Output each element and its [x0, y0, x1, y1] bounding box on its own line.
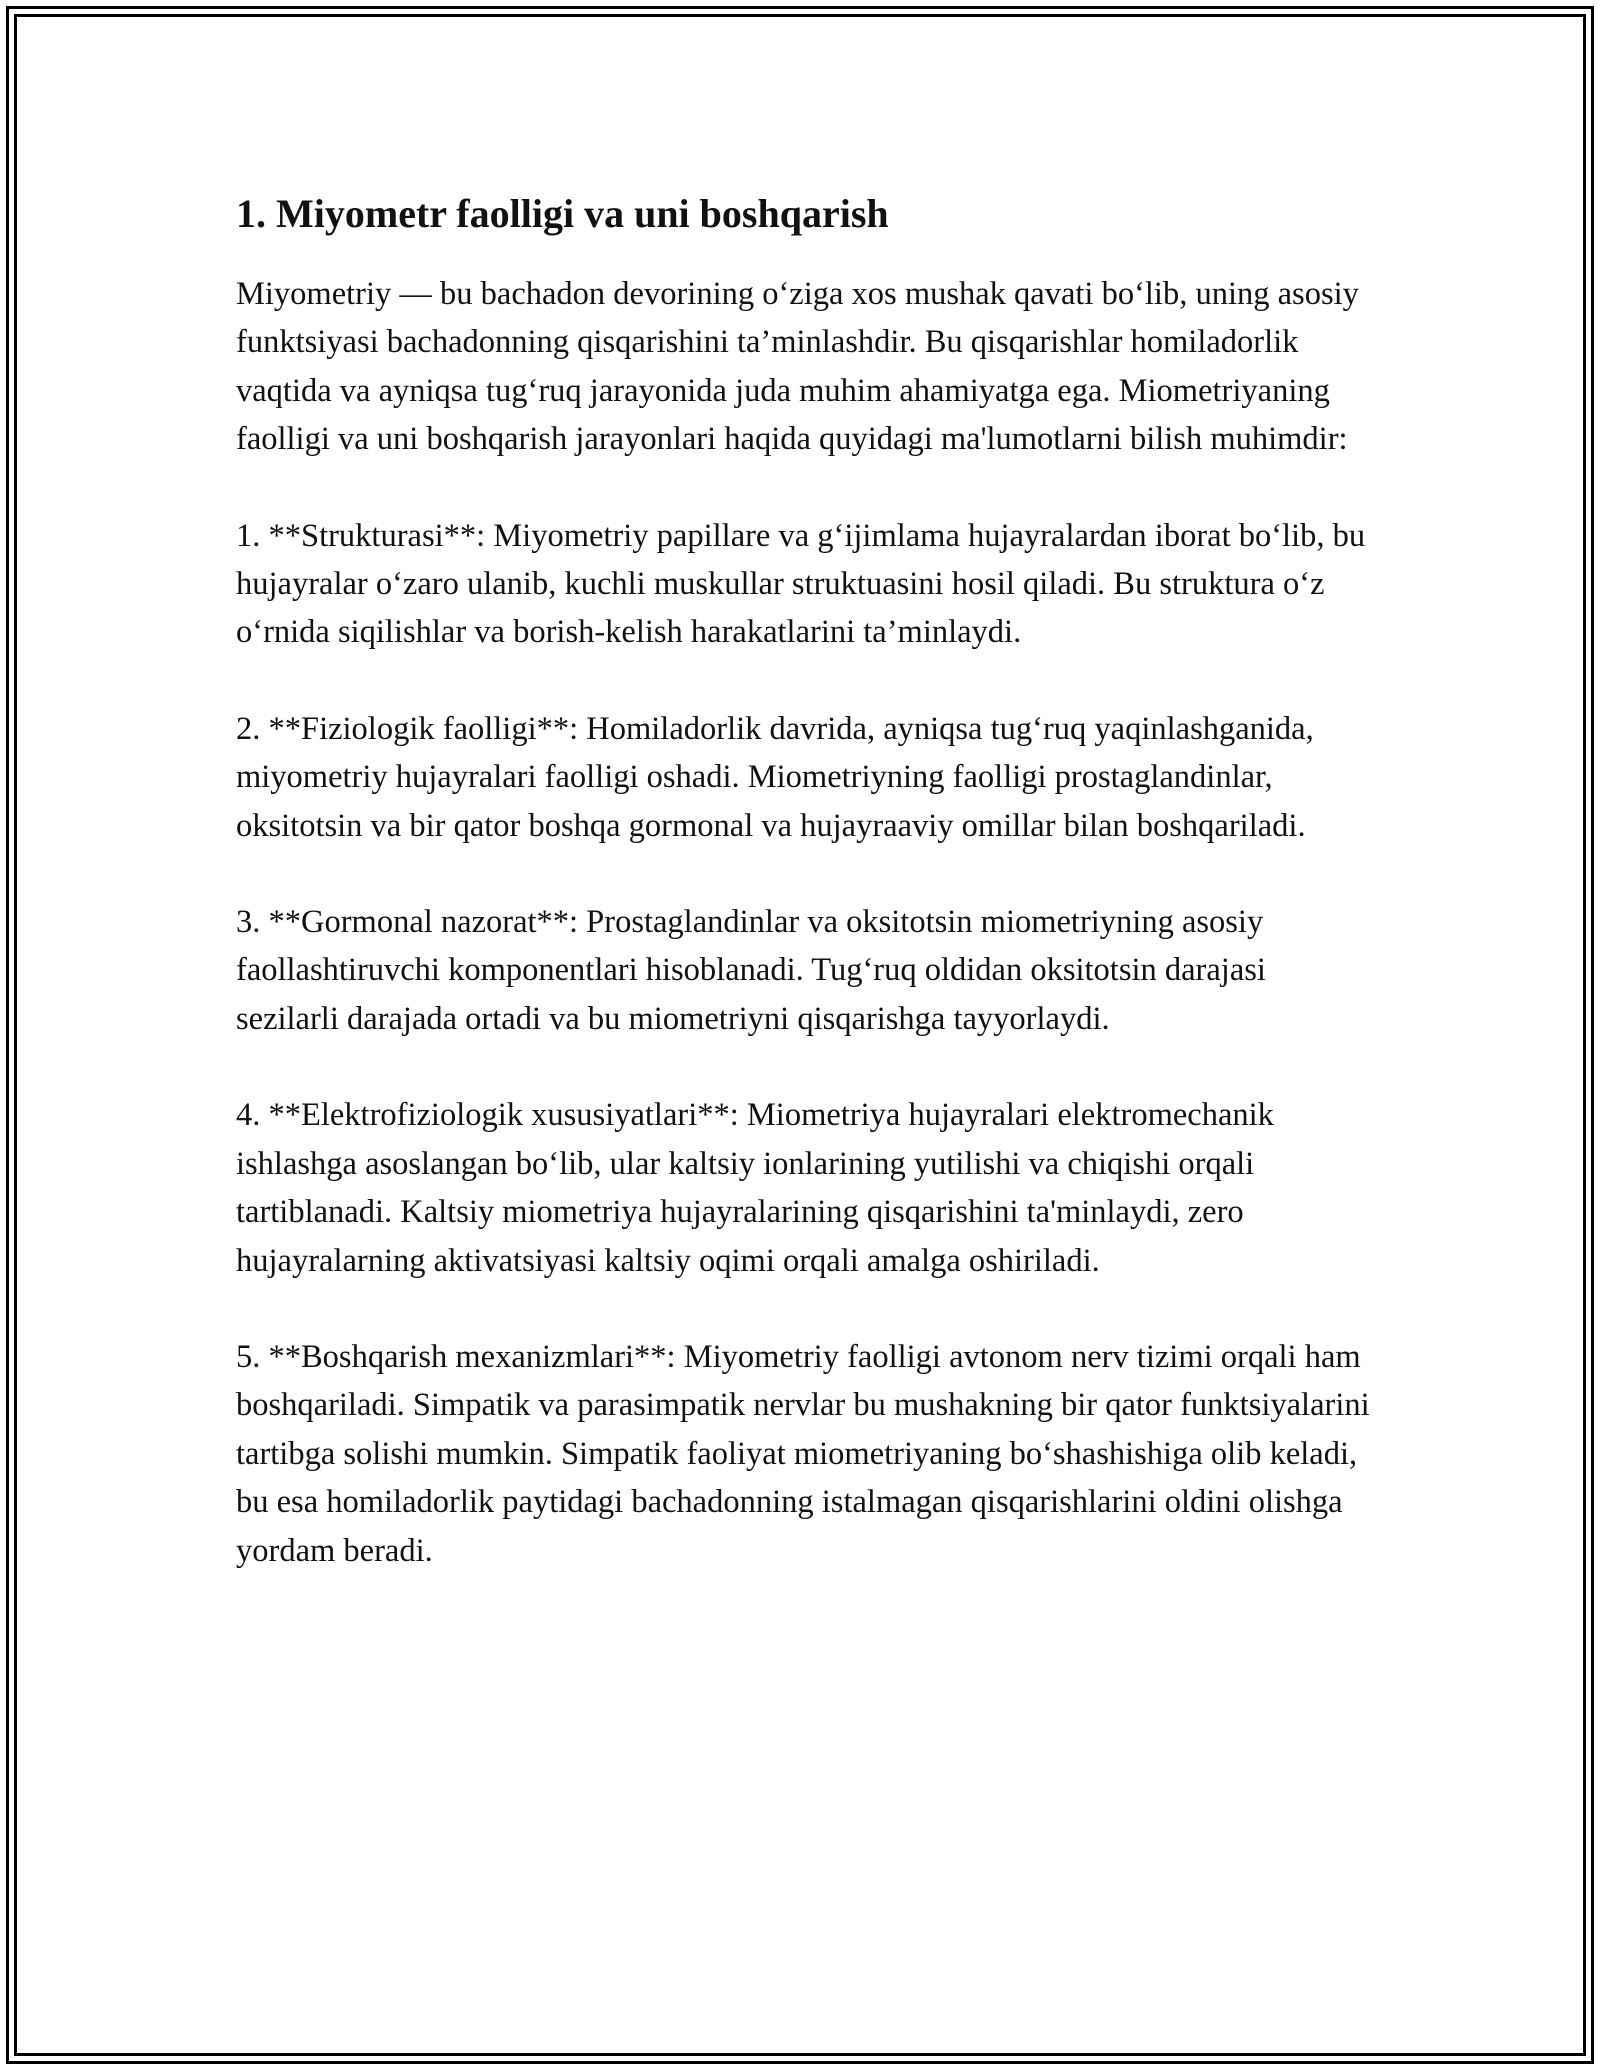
- list-item-strukturasi: 1. **Strukturasi**: Miyometriy papillare va g‘ijimlama hujayralardan iborat bo‘lib, bu hujayralar o‘zaro ulanib, kuchli muskullar struktuasini hosil qiladi. Bu struktura o‘z o‘rnida siqilishlar va borish-kelish harakatlarini ta’minlaydi.: [236, 517, 1366, 651]
- intro-paragraph: Miyometriy — bu bachadon devorining o‘ziga xos mushak qavati bo‘lib, uning asosiy funktsiyasi bachadonning qisqarishini ta’minlashdir. Bu qisqarishlar homiladorlik vaqtida va ayniqsa tug‘ruq jarayonida juda muhim ahamiyatga ega. Miometriyaning faolligi va uni boshqarish jarayonlari haqida quyidagi ma'lumotlarni bilish muhimdir:: [236, 276, 1359, 458]
- list-item-elektrofiziologik-xususiyatlari: 4. **Elektrofiziologik xususiyatlari**: Miometriya hujayralari elektromechanik ishlashga asoslangan bo‘lib, ular kaltsiy ionlarining yutilishi va chiqishi orqali tartiblanadi. Kaltsiy miometriya hujayralarining qisqarishini ta'minlaydi, zero hujayralarning aktivatsiyasi kaltsiy oqimi orqali amalga oshiriladi.: [236, 1097, 1274, 1279]
- list-item-boshqarish-mexanizmlari: 5. **Boshqarish mexanizmlari**: Miyometriy faolligi avtonom nerv tizimi orqali ham boshqariladi. Simpatik va parasimpatik nervlar bu mushakning bir qator funktsiyalarini tartibga solishi mumkin. Simpatik faoliyat miometriyaning bo‘shashishiga olib keladi, bu esa homiladorlik paytidagi bachadonning istalmagan qisqarishlarini oldini olishga yordam beradi.: [236, 1338, 1370, 1569]
- document-title: 1. Miyometr faolligi va uni boshqarish: [236, 191, 889, 236]
- list-item-gormonal-nazorat: 3. **Gormonal nazorat**: Prostaglandinlar va oksitotsin miometriyning asosiy faollashtiruvchi komponentlari hisoblanadi. Tug‘ruq oldidan oksitotsin darajasi sezilarli darajada ortadi va bu miometriyni qisqarishga tayyorlaydi.: [236, 904, 1266, 1037]
- list-item-fiziologik-faolligi: 2. **Fiziologik faolligi**: Homiladorlik davrida, ayniqsa tug‘ruq yaqinlashganida, miyometriy hujayralari faolligi oshadi. Miometriyning faolligi prostaglandinlar, oksitotsin va bir qator boshqa gormonal va hujayraaviy omillar bilan boshqariladi.: [236, 710, 1314, 844]
- document-body: [236, 188, 1376, 1623]
